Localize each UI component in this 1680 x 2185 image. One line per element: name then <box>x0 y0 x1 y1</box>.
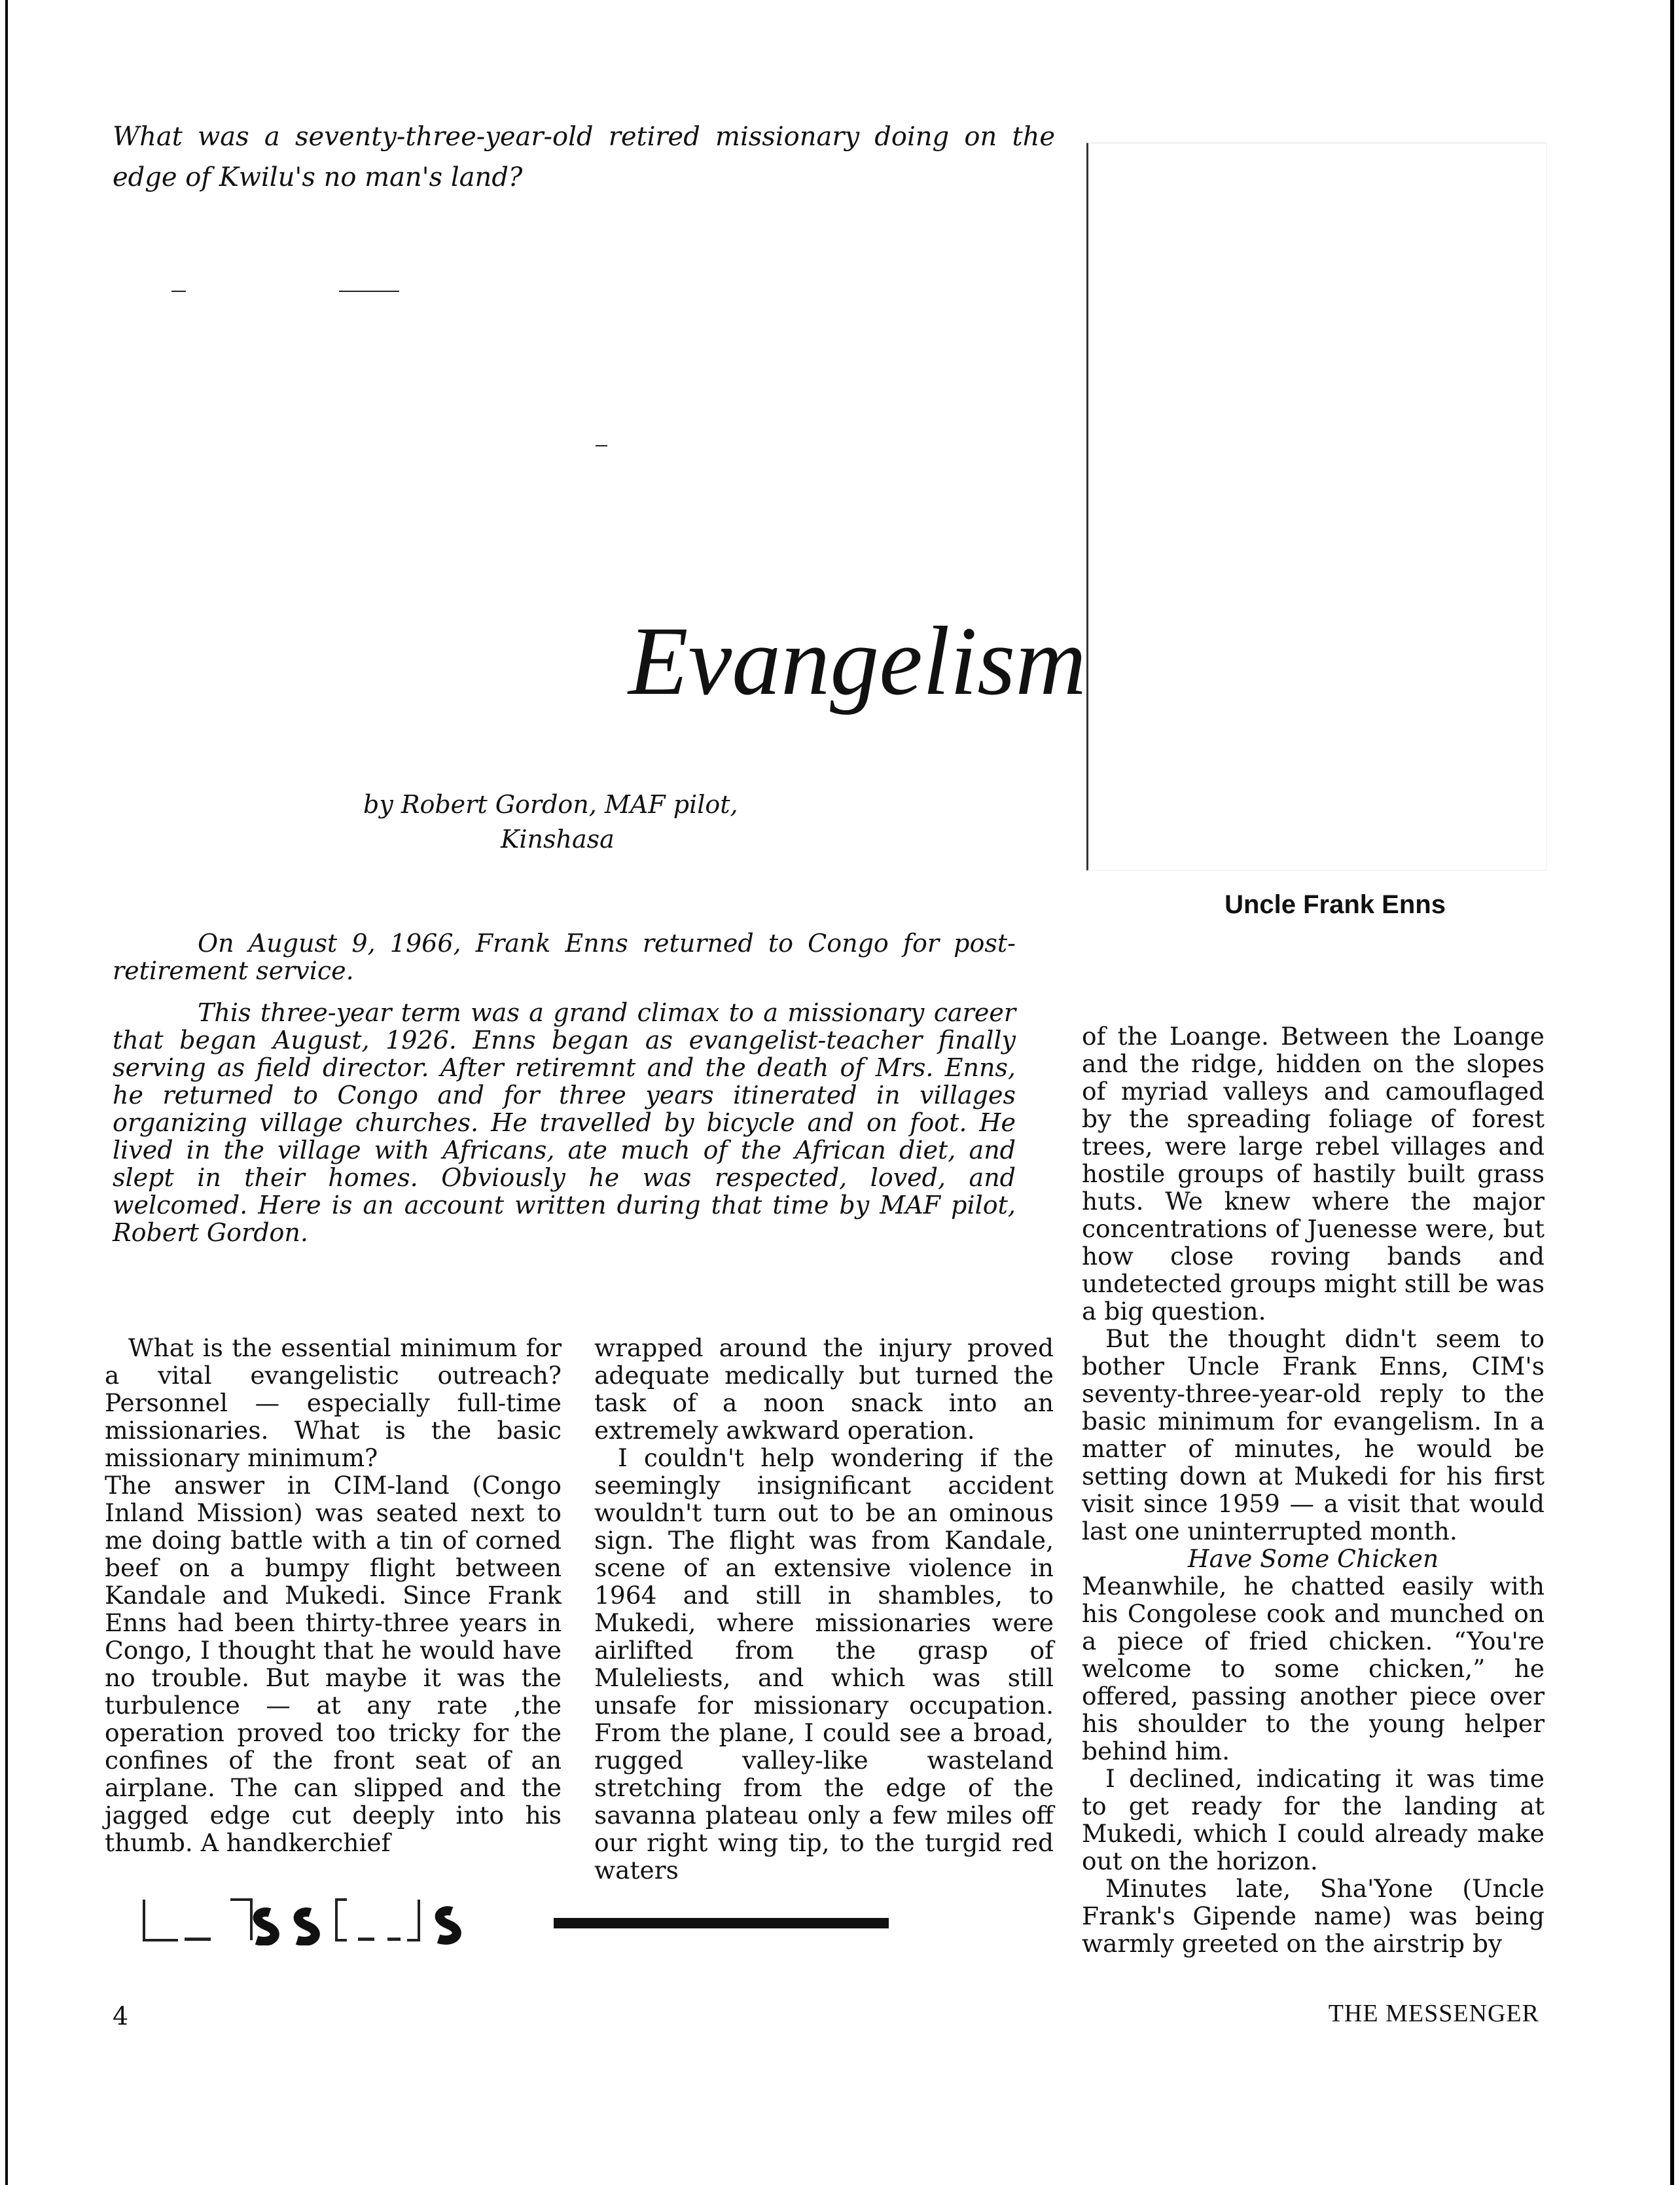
scan-mark <box>596 445 607 446</box>
logo-letter-s <box>438 1911 457 1940</box>
body-paragraph: What is the essential minimum for a vital evangelistic outreach? Personnel — especially full-time missionaries. What is the basic missionary minimum? <box>105 1333 562 1472</box>
article-title: Evangelism <box>628 607 1086 715</box>
logo-letter-s <box>257 1912 275 1941</box>
intro-question: What was a seventy-three-year-old retired missionary doing on the edge of Kwilu's no man's land? <box>113 122 1055 192</box>
scan-mark <box>339 291 399 292</box>
body-paragraph: wrapped around the injury proved adequate medically but turned the task of a noon snack into an extremely awkward operation. <box>594 1333 1054 1445</box>
photo-frame <box>1086 143 1547 871</box>
body-column-1 <box>105 1334 562 1856</box>
logo-bracket <box>336 1900 347 1940</box>
logo-dash <box>358 1938 374 1941</box>
body-paragraph: I couldn't help wondering if the seemingly insignificant accident wouldn't turn out to be an ominous sign. The flight was from Kandale, scene of an extensive violence in 1964 and still in shambles, to Mukedi, where missionaries were airlifted from the grasp of Muleliests, and which was still unsafe for missionary occupation. From the plane, I could see a broad, rugged valley-like wasteland stretching from the edge of the savanna plateau only a few miles off our right wing tip, to the turgid red waters <box>594 1443 1054 1885</box>
logo-dash <box>387 1938 401 1941</box>
masthead-rule <box>554 1918 889 1928</box>
byline-location: Kinshasa <box>501 825 615 854</box>
missions-logo-graphic <box>139 1893 518 1945</box>
lead-paragraph: This three-year term was a grand climax to a missionary career that began August, 1926. Enns began as evangelist-teacher finally serving as field director. After retiremnt and the death of Mrs. Enns, he returned to Congo and for three years itinerated in villages organizing village churches. He travelled by bicycle and on foot. He lived in the village with Africans, ate much of the African diet, and slept in their homes. Obviously he was respected, loved, and welcomed. Here is an account written during that time by MAF pilot, Robert Gordon. <box>113 998 1016 1247</box>
body-paragraph: Meanwhile, he chatted easily with his Congolese cook and munched on a piece of fried chicken. “You're welcome to some chicken,” he offered, passing another piece over his shoulder to the young helper behind him. <box>1082 1572 1545 1765</box>
lead-paragraph: On August 9, 1966, Frank Enns returned to Congo for post-retirement service. <box>113 929 1016 985</box>
body-paragraph: But the thought didn't seem to bother Uncle Frank Enns, CIM's seventy-three-year-old reply to the basic minimum for evangelism. In a matter of minutes, he would be setting down at Mukedi for his first visit since 1959 — a visit that would last one uninterrupted month. <box>1082 1324 1545 1545</box>
publication-name: THE MESSENGER <box>1328 2000 1539 2027</box>
logo-dash <box>185 1938 211 1941</box>
body-paragraph: Minutes late, Sha'Yone (Uncle Frank's Gipende name) was being warmly greeted on the airstrip by <box>1082 1874 1545 1958</box>
logo-letter-s <box>297 1912 315 1941</box>
body-column-2 <box>594 1334 1054 1884</box>
photo-caption: Uncle Frank Enns <box>1224 890 1446 919</box>
logo-bracket <box>144 1900 178 1940</box>
byline-author: by Robert Gordon, MAF pilot, <box>363 790 738 819</box>
body-paragraph: I declined, indicating it was time to get ready for the landing at Mukedi, which I could already make out on the horizon. <box>1082 1764 1545 1875</box>
logo-bracket <box>230 1900 251 1940</box>
section-subhead: Have Some Chicken <box>1187 1544 1439 1573</box>
body-paragraph: The answer in CIM-land (Congo Inland Mission) was seated next to me doing battle with a tin of corned beef on a bumpy flight between Kandale and Mukedi. Since Frank Enns had been thirty-three years in Congo, I thought that he would have no trouble. But maybe it was the turbulence — at any rate ,the operation proved too tricky for the confines of the front seat of an airplane. The can slipped and the jagged edge cut deeply into his thumb. A handkerchief <box>105 1471 562 1857</box>
logo-bracket <box>407 1900 419 1940</box>
body-column-3 <box>1082 1022 1545 1957</box>
scan-mark <box>171 291 186 292</box>
page-number: 4 <box>113 2002 129 2031</box>
body-paragraph: of the Loange. Between the Loange and the ridge, hidden on the slopes of myriad valleys and camouflaged by the spreading foliage of forest trees, were large rebel villages and hostile groups of hastily built grass huts. We knew where the major concentrations of Juenesse were, but how close roving bands and undetected groups might still be was a big question. <box>1082 1022 1545 1326</box>
